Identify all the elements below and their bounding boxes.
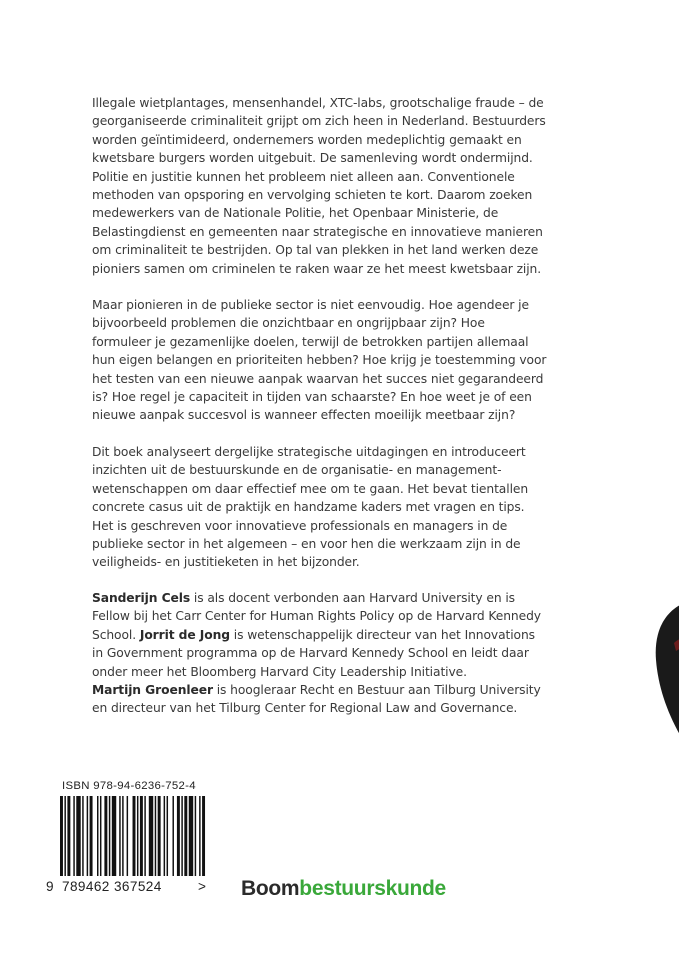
publisher-logo-imprint: bestuurskunde — [299, 877, 446, 900]
author-bio-text — [92, 589, 547, 718]
paragraph-text: Illegale wietplantages, mensenhandel, XTC-labs, grootschalige fraude – de georganiseerde criminaliteit grijpt om zich heen in Nederland. Bestuurders worden geïntimideerd, ondernemers worden medeplichtig gemaakt en kwetsbare burgers worden uitgebuit. De samenleving wordt ondermijnd. Politie en justitie kunnen het probleem niet alleen aan. Conventionele methoden van opsporing en vervolging schieten te kort. Daarom zoeken medewerkers van de Nationale Politie, het Openbaar Ministerie, de Belastingdienst en gemeenten naar strategische en innovatieve manieren om criminaliteit te bestrijden. Op tal van plekken in het land werken deze pioniers samen om criminelen te raken waar ze het meest kwetsbaar zijn. — [92, 96, 546, 276]
paragraph-text: Maar pionieren in de publieke sector is niet eenvoudig. Hoe agendeer je bijvoorbeeld problemen die onzichtbaar en ongrijpbaar zijn? Hoe formuleer je gezamenlijke doelen, terwijl de betrokken partijen allemaal hun eigen belangen en prioriteiten hebben? Hoe krijg je toestemming voor het testen van een nieuwe aanpak waarvan het succes niet gegarandeerd is? Hoe regel je capaciteit in tijden van schaarste? En hoe weet je of een nieuwe aanpak succesvol is wanneer effecten moeilijk meetbaar zijn? — [92, 298, 547, 423]
author-name-groenleer: Martijn Groenleer — [92, 683, 213, 698]
author-desc-groenleer: is hoogleraar Recht en Bestuur aan Tilburg University en directeur van het Tilburg Center for Regional Law and Governance. — [92, 683, 541, 716]
author-desc-de-jong: is wetenschappelijk directeur van het Innovations in Government programma op de Harvard Kennedy School en leidt daar onder meer het Bloomberg Harvard City Leadership Initiative. — [92, 627, 535, 679]
publisher-logo-boom: Boom — [241, 877, 300, 900]
publisher-logo — [241, 877, 446, 901]
barcode-tail-marker: > — [198, 879, 207, 894]
edge-decorative-image — [650, 605, 679, 735]
blurb-paragraph-1 — [92, 94, 547, 278]
author-bio — [92, 589, 547, 718]
author-desc-cels: is als docent verbonden aan Harvard University en is Fellow bij het Carr Center for Human Rights Policy op de Harvard Kennedy School. — [92, 591, 541, 642]
isbn-label: ISBN 978-94-6236-752-4 — [62, 780, 196, 792]
author-name-cels: Sanderijn Cels — [92, 591, 191, 605]
paragraph-text: Dit boek analyseert dergelijke strategische uitdagingen en introduceert inzichten uit de bestuurskunde en de organisatie- en management-wetenschappen om daar effectief mee om te gaan. Het bevat tientallen concrete casus uit de praktijk en handzame kaders met vragen en tips. Het is geschreven voor innovatieve professionals en managers in de publieke sector in het algemeen – en voor hen die werkzaam zijn in de veiligheids- en justitieketen in het bijzonder. — [92, 445, 529, 570]
author-name-de-jong: Jorrit de Jong — [139, 627, 230, 642]
barcode-digits: 789462 367524 — [62, 879, 162, 894]
blurb-paragraph-3 — [92, 443, 547, 572]
barcode-image — [60, 796, 208, 876]
barcode-lead-digit: 9 — [46, 879, 54, 894]
blurb-paragraph-2 — [92, 296, 547, 425]
